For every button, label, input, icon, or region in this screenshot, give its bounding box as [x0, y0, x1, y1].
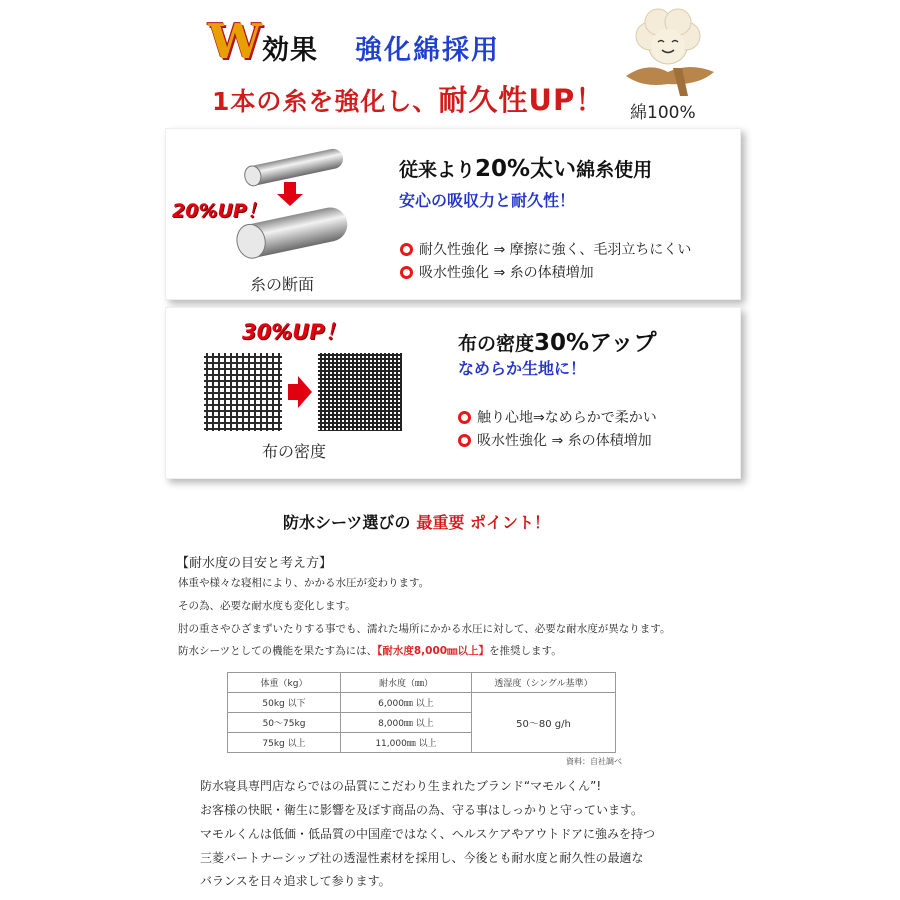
key-point-title-a: 防水シーツ選びの [283, 513, 411, 532]
brand-line-1: 防水寝具専門店ならではの品質にこだわり生まれたブランド“マモルくん”! [200, 779, 602, 793]
fabric-heading-b: 30%アップ [534, 330, 657, 356]
cotton-mascot-icon [618, 6, 718, 102]
w-letter: W [208, 14, 262, 70]
table-cell: 8,000㎜ 以上 [341, 713, 472, 733]
cotton-100-label: 綿100% [630, 103, 696, 123]
thread-bullet-1 [400, 239, 691, 259]
brand-line-3: マモルくんは低価・低品質の中国産ではなく、ヘルスケアやアウトドアに強みを持つ [200, 827, 656, 841]
table-header: 耐水度（㎜） [341, 673, 472, 693]
fabric-heading [458, 324, 656, 357]
info-line-4-b: を推奨します。 [489, 645, 562, 657]
circle-mark-icon [458, 434, 471, 447]
thread-bullet-2-text: 吸水性強化 ⇒ 糸の体積増加 [419, 265, 594, 281]
thread-heading-c: 綿糸使用 [576, 159, 653, 181]
circle-mark-icon [458, 411, 471, 424]
fabric-heading-a: 布の密度 [458, 333, 535, 355]
info-line-4-a: 防水シーツとしての機能を果たす為には、 [178, 645, 378, 657]
table-row [228, 693, 616, 713]
info-line-2: その為、必要な耐水度も変化します。 [178, 600, 356, 612]
table-cell: 50kg 以下 [228, 693, 341, 713]
circle-mark-icon [400, 243, 413, 256]
moisture-cell: 50～80 g/h [472, 693, 616, 753]
recommended-highlight: 【耐水度8,000㎜以上】 [377, 645, 490, 657]
thread-subtitle: 安心の吸収力と耐久性！ [399, 191, 576, 210]
fabric-caption: 布の密度 [262, 442, 327, 461]
header-effect: 効果 [262, 35, 318, 66]
fabric-bullet-1-text: 触り心地⇒なめらかで柔かい [477, 410, 657, 426]
fabric-bullet-1 [458, 407, 657, 427]
thread-heading-a: 従来より [399, 159, 476, 181]
table-cell: 6,000㎜ 以上 [341, 693, 472, 713]
thread-heading-b: 20%太い [475, 156, 577, 182]
fabric-bullet-2 [458, 430, 652, 450]
header-strong-cotton: 強化綿採用 [355, 35, 500, 66]
table-cell: 75kg 以上 [228, 733, 341, 753]
table-header: 体重（kg） [228, 673, 341, 693]
table-header: 透湿度（シングル基準） [472, 673, 616, 693]
info-line-3: 肘の重さやひざまずいたりする事でも、濡れた場所にかかる水圧に対して、必要な耐水度が異なります。 [178, 623, 671, 635]
fabric-subtitle: なめらか生地に！ [458, 359, 587, 378]
water-resistance-heading: 【耐水度の目安と考え方】 [176, 556, 333, 571]
header-subtitle-b: 耐久性UP！ [438, 83, 606, 117]
brand-line-2: お客様の快眠・衛生に影響を及ぼす商品の為、守る事はしっかりと守っています。 [200, 803, 644, 817]
key-point-title [283, 510, 550, 533]
brand-line-4: 三菱パートナーシップ社の透湿性素材を採用し、今後とも耐水度と耐久性の最適な [200, 851, 644, 865]
thread-up-badge: 20%UP！ [172, 200, 266, 222]
table-cell: 11,000㎜ 以上 [341, 733, 472, 753]
table-header-row [228, 673, 616, 693]
brand-line-5: バランスを日々追求して参ります。 [200, 874, 391, 888]
info-line-4 [178, 643, 562, 658]
table-cell: 50～75kg [228, 713, 341, 733]
fabric-up-badge: 30%UP！ [242, 320, 346, 344]
fabric-bullet-2-text: 吸水性強化 ⇒ 糸の体積増加 [477, 433, 652, 449]
thread-bullet-2 [400, 262, 594, 282]
header-subtitle [212, 78, 605, 119]
circle-mark-icon [400, 266, 413, 279]
thread-heading [399, 150, 652, 183]
key-point-title-b: 最重要 ポイント！ [416, 513, 550, 532]
header-subtitle-a: 1本の糸を強化し、 [212, 87, 439, 116]
info-line-1: 体重や様々な寝相により、かかる水圧が変わります。 [178, 577, 430, 589]
thread-bullet-1-text: 耐久性強化 ⇒ 摩擦に強く、毛羽立ちにくい [419, 242, 692, 258]
thread-caption: 糸の断面 [250, 275, 315, 294]
fabric-density-icon [200, 350, 410, 435]
water-resistance-table [227, 672, 616, 753]
table-source-note: 資料：自社調べ [566, 757, 622, 766]
